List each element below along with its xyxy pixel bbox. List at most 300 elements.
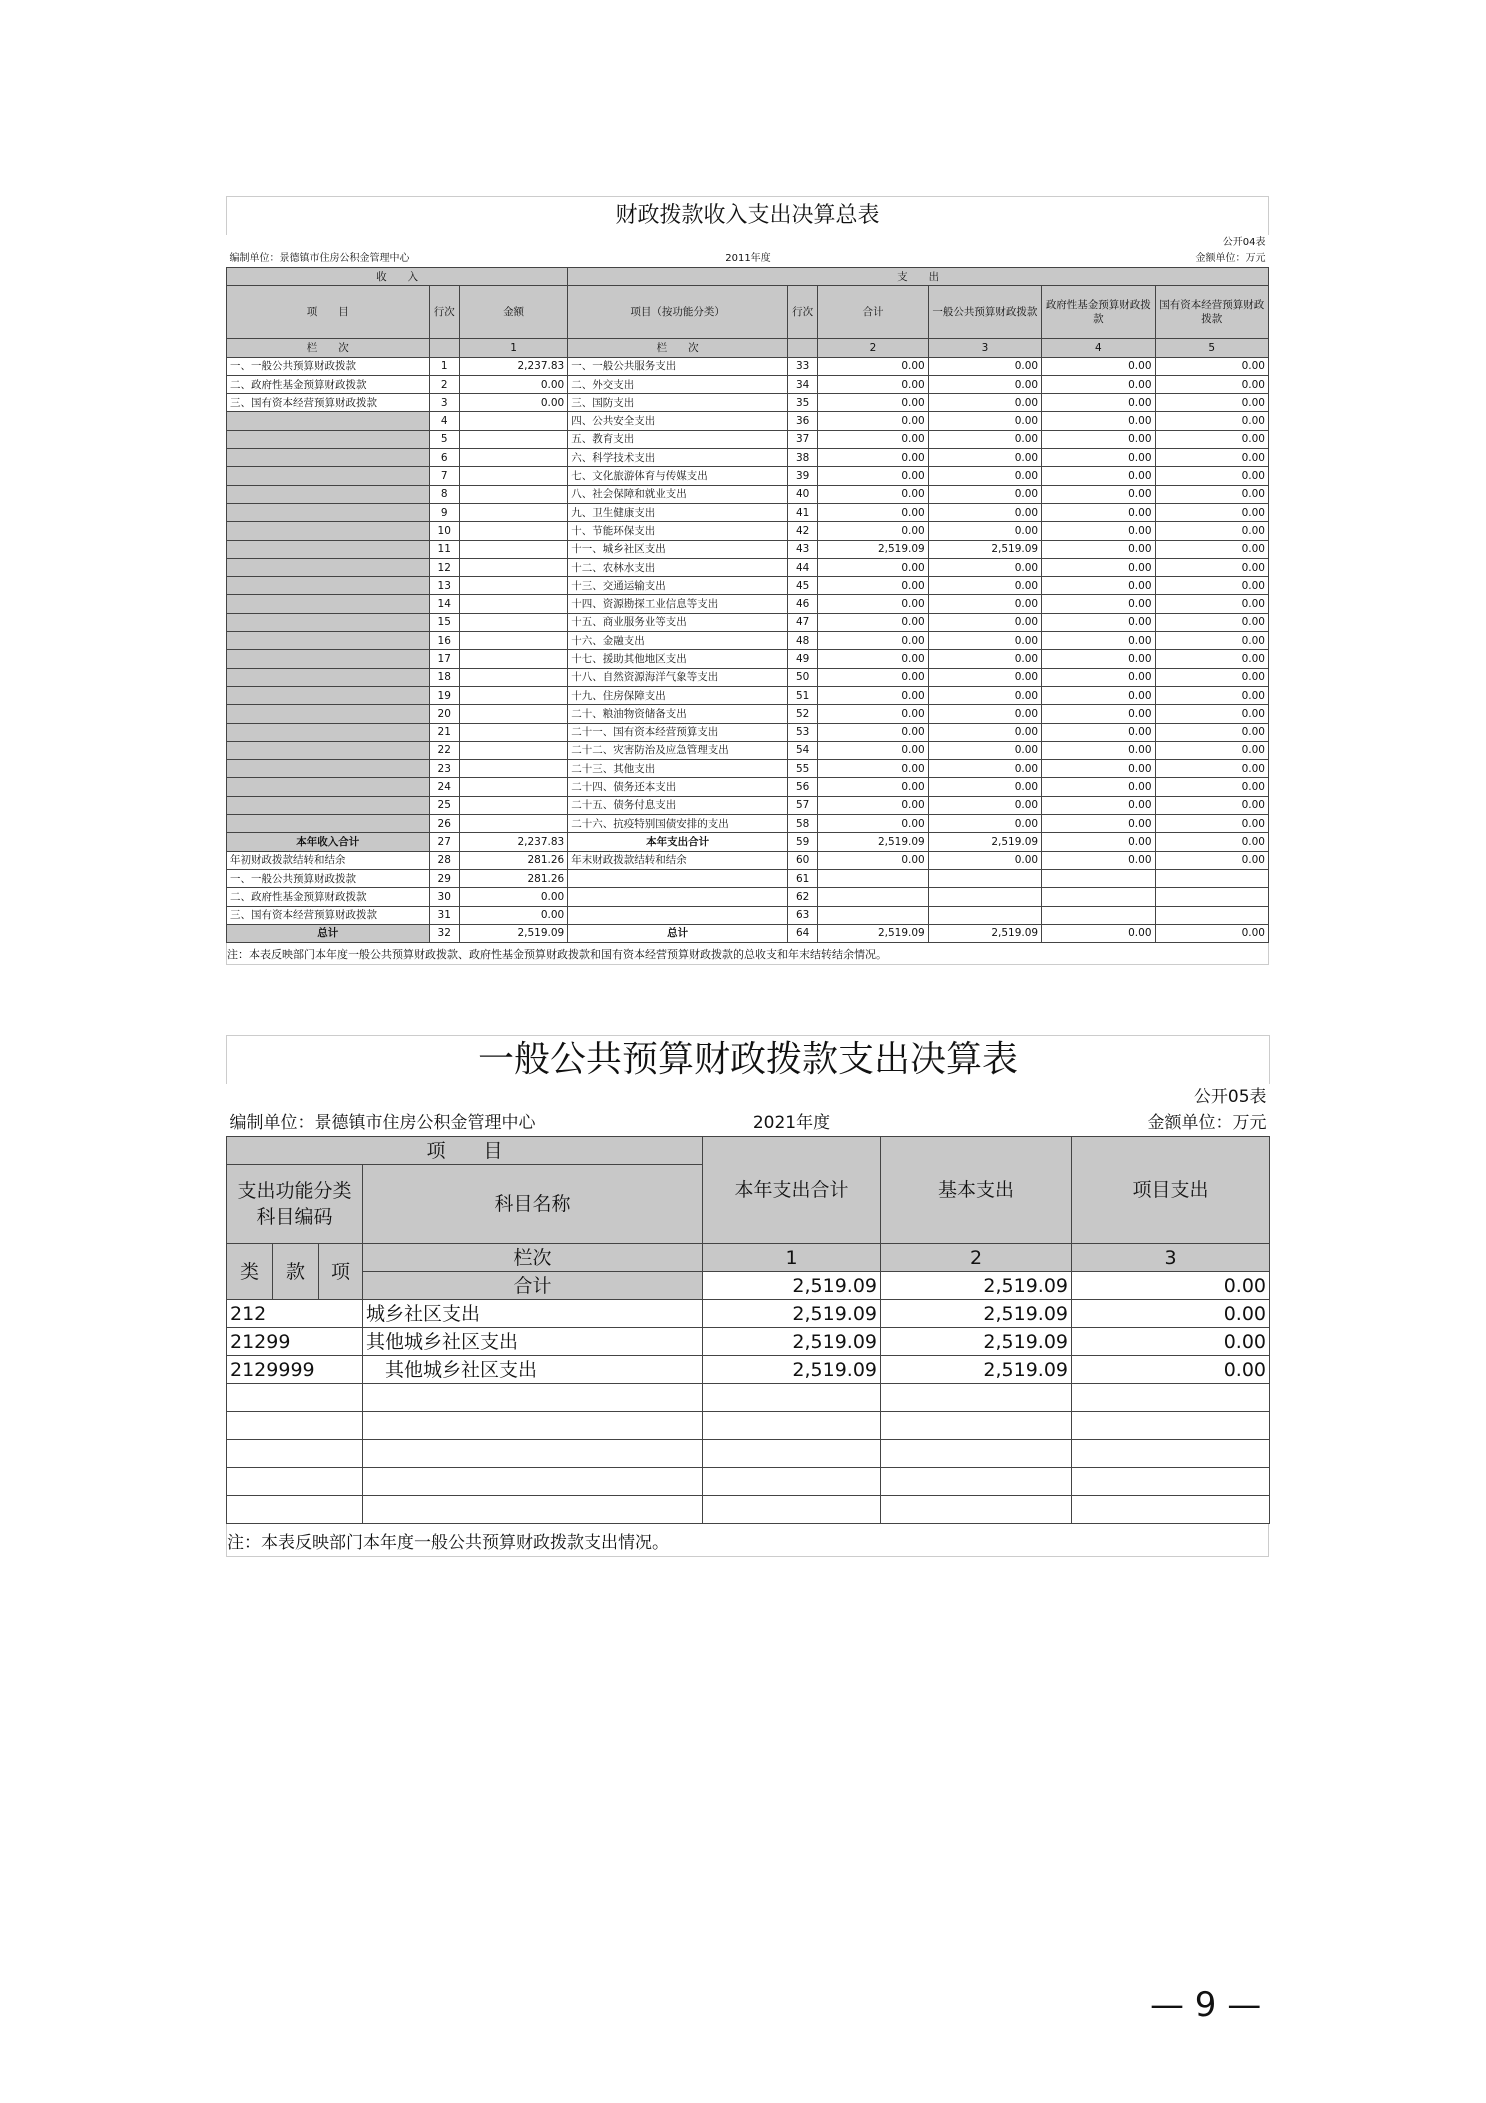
expense-value: 0.00 bbox=[1155, 467, 1268, 485]
expense-value: 0.00 bbox=[1042, 796, 1155, 814]
expense-row-no: 35 bbox=[787, 394, 817, 412]
expense-value: 0.00 bbox=[928, 449, 1041, 467]
heji-project: 0.00 bbox=[1072, 1272, 1270, 1300]
expense-item: 十五、商业服务业等支出 bbox=[568, 613, 788, 631]
col-basic: 基本支出 bbox=[881, 1137, 1072, 1244]
expense-item: 七、文化旅游体育与传媒支出 bbox=[568, 467, 788, 485]
income-amount bbox=[459, 815, 567, 833]
expense-value: 2,519.09 bbox=[818, 540, 928, 558]
table-row bbox=[227, 1356, 1270, 1384]
income-row-no: 7 bbox=[429, 467, 459, 485]
expense-item bbox=[568, 869, 788, 887]
expense-row-no: 54 bbox=[787, 741, 817, 759]
expense-value bbox=[1042, 888, 1155, 906]
income-item bbox=[227, 778, 430, 796]
amount-value: 2,519.09 bbox=[703, 1356, 881, 1384]
expense-value: 2,519.09 bbox=[818, 924, 928, 942]
expense-value: 0.00 bbox=[1155, 522, 1268, 540]
income-row-no: 17 bbox=[429, 650, 459, 668]
expense-value: 0.00 bbox=[928, 522, 1041, 540]
income-amount bbox=[459, 613, 567, 631]
expense-value: 2,519.09 bbox=[928, 924, 1041, 942]
income-row-no: 30 bbox=[429, 888, 459, 906]
money-unit: 金额单位：万元 bbox=[1195, 253, 1266, 264]
expense-value: 0.00 bbox=[1042, 449, 1155, 467]
expense-value: 0.00 bbox=[1042, 686, 1155, 704]
expense-value: 0.00 bbox=[1042, 503, 1155, 521]
expense-value bbox=[1155, 888, 1268, 906]
expense-row-no: 49 bbox=[787, 650, 817, 668]
expense-value: 0.00 bbox=[1042, 467, 1155, 485]
table-row bbox=[227, 650, 1269, 668]
expense-value: 0.00 bbox=[928, 796, 1041, 814]
expense-value: 0.00 bbox=[1155, 851, 1268, 869]
expense-value: 0.00 bbox=[818, 851, 928, 869]
income-item: 二、政府性基金预算财政拨款 bbox=[227, 888, 430, 906]
expense-value: 0.00 bbox=[1155, 412, 1268, 430]
expense-value: 0.00 bbox=[818, 760, 928, 778]
table-row bbox=[227, 595, 1269, 613]
col-func-code: 支出功能分类科目编码 bbox=[227, 1165, 363, 1244]
expense-value: 0.00 bbox=[1155, 668, 1268, 686]
subject-name: 其他城乡社区支出 bbox=[363, 1356, 703, 1384]
expense-row-no: 42 bbox=[787, 522, 817, 540]
income-item bbox=[227, 705, 430, 723]
table-row bbox=[227, 613, 1269, 631]
expense-row-no: 53 bbox=[787, 723, 817, 741]
expense-row-no: 33 bbox=[787, 357, 817, 375]
expense-value: 0.00 bbox=[818, 503, 928, 521]
income-amount bbox=[459, 796, 567, 814]
expense-item bbox=[568, 888, 788, 906]
income-row-no: 20 bbox=[429, 705, 459, 723]
expense-value: 0.00 bbox=[928, 412, 1041, 430]
expense-value: 0.00 bbox=[1155, 705, 1268, 723]
table-row bbox=[227, 760, 1269, 778]
subject-code: 212 bbox=[227, 1300, 363, 1328]
expense-value: 0.00 bbox=[1042, 851, 1155, 869]
col-state-cap: 国有资本经营预算财政拨款 bbox=[1155, 286, 1268, 339]
lanci-label: 栏次 bbox=[363, 1244, 703, 1272]
income-amount: 281.26 bbox=[459, 869, 567, 887]
income-row-no: 26 bbox=[429, 815, 459, 833]
expense-row-no: 37 bbox=[787, 430, 817, 448]
income-amount bbox=[459, 412, 567, 430]
income-row-no: 18 bbox=[429, 668, 459, 686]
lanci-num: 3 bbox=[1072, 1244, 1270, 1272]
expense-row-no: 44 bbox=[787, 558, 817, 576]
col-item-func: 项目（按功能分类） bbox=[568, 286, 788, 339]
income-amount bbox=[459, 741, 567, 759]
expense-value: 0.00 bbox=[1042, 741, 1155, 759]
expense-value: 0.00 bbox=[928, 760, 1041, 778]
expense-value: 0.00 bbox=[1155, 632, 1268, 650]
income-row-no: 31 bbox=[429, 906, 459, 924]
expense-value bbox=[928, 869, 1041, 887]
expense-value: 0.00 bbox=[1042, 924, 1155, 942]
col-total: 合计 bbox=[818, 286, 928, 339]
income-item bbox=[227, 577, 430, 595]
amount-value: 0.00 bbox=[1072, 1356, 1270, 1384]
income-item bbox=[227, 449, 430, 467]
income-item: 年初财政拨款结转和结余 bbox=[227, 851, 430, 869]
income-row-no: 10 bbox=[429, 522, 459, 540]
expense-value: 0.00 bbox=[1042, 650, 1155, 668]
subject-name: 城乡社区支出 bbox=[363, 1300, 703, 1328]
subject-code: 21299 bbox=[227, 1328, 363, 1356]
col-item: 项 目 bbox=[227, 286, 430, 339]
income-row-no: 5 bbox=[429, 430, 459, 448]
expense-item: 四、公共安全支出 bbox=[568, 412, 788, 430]
expense-value: 0.00 bbox=[1042, 668, 1155, 686]
expense-item: 十二、农林水支出 bbox=[568, 558, 788, 576]
income-row-no: 24 bbox=[429, 778, 459, 796]
expense-value: 0.00 bbox=[928, 467, 1041, 485]
expense-row-no: 55 bbox=[787, 760, 817, 778]
income-item bbox=[227, 796, 430, 814]
income-row-no: 28 bbox=[429, 851, 459, 869]
lanci-num: 1 bbox=[703, 1244, 881, 1272]
income-item: 总计 bbox=[227, 924, 430, 942]
expense-row-no: 57 bbox=[787, 796, 817, 814]
expense-value: 0.00 bbox=[1155, 577, 1268, 595]
table-row bbox=[227, 540, 1269, 558]
subject-code: 2129999 bbox=[227, 1356, 363, 1384]
expense-row-no: 61 bbox=[787, 869, 817, 887]
empty-row bbox=[227, 1496, 1270, 1524]
expense-value: 0.00 bbox=[818, 577, 928, 595]
income-row-no: 8 bbox=[429, 485, 459, 503]
expense-row-no: 36 bbox=[787, 412, 817, 430]
income-item bbox=[227, 650, 430, 668]
income-row-no: 21 bbox=[429, 723, 459, 741]
expense-item: 二十四、债务还本支出 bbox=[568, 778, 788, 796]
col-xiang: 项 bbox=[319, 1244, 363, 1300]
expense-value: 0.00 bbox=[928, 394, 1041, 412]
empty-row bbox=[227, 1384, 1270, 1412]
expense-item: 二十一、国有资本经营预算支出 bbox=[568, 723, 788, 741]
income-item: 三、国有资本经营预算财政拨款 bbox=[227, 394, 430, 412]
col-amount: 金额 bbox=[459, 286, 567, 339]
col-general: 一般公共预算财政拨款 bbox=[928, 286, 1041, 339]
table-row bbox=[227, 888, 1269, 906]
expense-value: 0.00 bbox=[928, 357, 1041, 375]
fiscal-summary-table bbox=[226, 196, 1269, 943]
income-amount bbox=[459, 522, 567, 540]
expense-row-no: 59 bbox=[787, 833, 817, 851]
expense-value: 0.00 bbox=[1155, 778, 1268, 796]
unit-label: 编制单位：景德镇市住房公积金管理中心 bbox=[229, 253, 410, 264]
expense-value: 0.00 bbox=[928, 595, 1041, 613]
expense-row-no: 43 bbox=[787, 540, 817, 558]
general-budget-table-section bbox=[226, 1035, 1269, 1557]
expense-value: 0.00 bbox=[818, 815, 928, 833]
income-row-no: 29 bbox=[429, 869, 459, 887]
income-item bbox=[227, 723, 430, 741]
expense-value: 0.00 bbox=[818, 778, 928, 796]
expense-item: 八、社会保障和就业支出 bbox=[568, 485, 788, 503]
income-amount bbox=[459, 540, 567, 558]
expense-row-no: 51 bbox=[787, 686, 817, 704]
expense-row-no: 46 bbox=[787, 595, 817, 613]
expense-value: 0.00 bbox=[818, 796, 928, 814]
income-amount: 0.00 bbox=[459, 888, 567, 906]
expense-value bbox=[818, 906, 928, 924]
expense-value: 0.00 bbox=[1042, 540, 1155, 558]
expense-value: 0.00 bbox=[1042, 485, 1155, 503]
col-gov-fund: 政府性基金预算财政拨款 bbox=[1042, 286, 1155, 339]
lanci-num: 2 bbox=[818, 339, 928, 357]
table-row bbox=[227, 558, 1269, 576]
table-code: 公开04表 bbox=[1222, 237, 1266, 248]
income-amount bbox=[459, 668, 567, 686]
expense-item: 二、外交支出 bbox=[568, 375, 788, 393]
expense-item: 十七、援助其他地区支出 bbox=[568, 650, 788, 668]
table-row bbox=[227, 705, 1269, 723]
income-row-no: 2 bbox=[429, 375, 459, 393]
table-note: 注：本表反映部门本年度一般公共预算财政拨款支出情况。 bbox=[226, 1524, 1269, 1557]
expense-item: 二十二、灾害防治及应急管理支出 bbox=[568, 741, 788, 759]
expense-value bbox=[1155, 906, 1268, 924]
income-item bbox=[227, 522, 430, 540]
expense-value: 0.00 bbox=[818, 595, 928, 613]
expense-item: 总计 bbox=[568, 924, 788, 942]
expense-value: 0.00 bbox=[818, 632, 928, 650]
expense-value: 2,519.09 bbox=[818, 833, 928, 851]
expense-value: 0.00 bbox=[928, 613, 1041, 631]
expense-row-no: 48 bbox=[787, 632, 817, 650]
expense-value: 0.00 bbox=[818, 357, 928, 375]
expense-value: 0.00 bbox=[1155, 485, 1268, 503]
expense-value: 0.00 bbox=[1042, 412, 1155, 430]
expense-value: 0.00 bbox=[1042, 558, 1155, 576]
expense-row-no: 63 bbox=[787, 906, 817, 924]
expense-value: 0.00 bbox=[1155, 723, 1268, 741]
income-item bbox=[227, 503, 430, 521]
income-item bbox=[227, 741, 430, 759]
expense-value: 0.00 bbox=[1155, 503, 1268, 521]
expense-value: 0.00 bbox=[1155, 924, 1268, 942]
expense-row-no: 56 bbox=[787, 778, 817, 796]
income-amount bbox=[459, 723, 567, 741]
income-amount bbox=[459, 650, 567, 668]
income-row-no: 25 bbox=[429, 796, 459, 814]
amount-value: 2,519.09 bbox=[881, 1300, 1072, 1328]
table-code: 公开05表 bbox=[1193, 1087, 1267, 1107]
lanci-label: 栏 次 bbox=[227, 339, 430, 357]
expense-row-no: 60 bbox=[787, 851, 817, 869]
expense-value: 0.00 bbox=[1155, 595, 1268, 613]
income-amount bbox=[459, 485, 567, 503]
expense-row-no: 58 bbox=[787, 815, 817, 833]
income-item bbox=[227, 540, 430, 558]
table-row bbox=[227, 723, 1269, 741]
amount-value: 0.00 bbox=[1072, 1328, 1270, 1356]
fiscal-summary-rows bbox=[227, 357, 1269, 943]
income-amount: 0.00 bbox=[459, 394, 567, 412]
table-row bbox=[227, 668, 1269, 686]
table-row bbox=[227, 522, 1269, 540]
expense-value: 2,519.09 bbox=[928, 833, 1041, 851]
expense-value: 0.00 bbox=[1155, 613, 1268, 631]
income-row-no: 22 bbox=[429, 741, 459, 759]
expense-value: 0.00 bbox=[1042, 723, 1155, 741]
table-row bbox=[227, 686, 1269, 704]
expense-value: 0.00 bbox=[1042, 613, 1155, 631]
expense-value: 0.00 bbox=[1155, 686, 1268, 704]
income-amount bbox=[459, 705, 567, 723]
page-number: — 9 — bbox=[1150, 1985, 1262, 2025]
expense-value: 0.00 bbox=[1155, 449, 1268, 467]
expense-value: 0.00 bbox=[1042, 595, 1155, 613]
income-amount bbox=[459, 632, 567, 650]
expense-item: 一、一般公共服务支出 bbox=[568, 357, 788, 375]
income-row-no: 27 bbox=[429, 833, 459, 851]
expense-row-no: 40 bbox=[787, 485, 817, 503]
expense-item: 五、教育支出 bbox=[568, 430, 788, 448]
fiscal-summary-table-section bbox=[226, 196, 1269, 965]
expense-value: 0.00 bbox=[928, 686, 1041, 704]
expense-value: 0.00 bbox=[1155, 815, 1268, 833]
expense-value: 0.00 bbox=[928, 851, 1041, 869]
expense-value: 0.00 bbox=[928, 723, 1041, 741]
expense-value: 0.00 bbox=[928, 485, 1041, 503]
income-amount bbox=[459, 760, 567, 778]
empty-row bbox=[227, 1440, 1270, 1468]
income-amount: 2,237.83 bbox=[459, 357, 567, 375]
amount-value: 2,519.09 bbox=[703, 1328, 881, 1356]
income-amount bbox=[459, 503, 567, 521]
income-row-no: 6 bbox=[429, 449, 459, 467]
income-amount bbox=[459, 558, 567, 576]
expense-item: 十九、住房保障支出 bbox=[568, 686, 788, 704]
income-header: 收 入 bbox=[227, 268, 568, 286]
expense-value: 0.00 bbox=[1042, 705, 1155, 723]
income-row-no: 14 bbox=[429, 595, 459, 613]
expense-value bbox=[928, 906, 1041, 924]
expense-value bbox=[818, 888, 928, 906]
expense-item: 十三、交通运输支出 bbox=[568, 577, 788, 595]
lanci-num: 1 bbox=[459, 339, 567, 357]
expense-value: 0.00 bbox=[1042, 778, 1155, 796]
expense-item bbox=[568, 906, 788, 924]
heji-total: 2,519.09 bbox=[703, 1272, 881, 1300]
year-label: 2021年度 bbox=[752, 1113, 831, 1133]
income-row-no: 4 bbox=[429, 412, 459, 430]
table-row bbox=[227, 924, 1269, 942]
expense-value: 0.00 bbox=[818, 467, 928, 485]
income-row-no: 12 bbox=[429, 558, 459, 576]
expense-item: 二十、粮油物资储备支出 bbox=[568, 705, 788, 723]
general-budget-table bbox=[226, 1035, 1270, 1524]
subject-name: 其他城乡社区支出 bbox=[363, 1328, 703, 1356]
income-row-no: 13 bbox=[429, 577, 459, 595]
col-kuan: 款 bbox=[273, 1244, 319, 1300]
income-amount bbox=[459, 449, 567, 467]
table-row bbox=[227, 485, 1269, 503]
lanci-num: 5 bbox=[1155, 339, 1268, 357]
table-row bbox=[227, 467, 1269, 485]
income-row-no: 15 bbox=[429, 613, 459, 631]
expense-value bbox=[1155, 869, 1268, 887]
expense-item: 二十六、抗疫特别国债安排的支出 bbox=[568, 815, 788, 833]
income-item: 一、一般公共预算财政拨款 bbox=[227, 357, 430, 375]
expense-item: 年末财政拨款结转和结余 bbox=[568, 851, 788, 869]
year-label: 2011年度 bbox=[725, 253, 771, 264]
expense-row-no: 62 bbox=[787, 888, 817, 906]
expense-value: 0.00 bbox=[818, 705, 928, 723]
amount-value: 2,519.09 bbox=[703, 1300, 881, 1328]
table-row bbox=[227, 833, 1269, 851]
expense-item: 十六、金融支出 bbox=[568, 632, 788, 650]
heji-label: 合计 bbox=[363, 1272, 703, 1300]
expense-row-no: 45 bbox=[787, 577, 817, 595]
expense-value: 0.00 bbox=[818, 485, 928, 503]
income-item bbox=[227, 632, 430, 650]
income-amount bbox=[459, 430, 567, 448]
table-row bbox=[227, 503, 1269, 521]
expense-row-no: 39 bbox=[787, 467, 817, 485]
expense-item: 十四、资源勘探工业信息等支出 bbox=[568, 595, 788, 613]
income-amount: 0.00 bbox=[459, 375, 567, 393]
expense-item: 三、国防支出 bbox=[568, 394, 788, 412]
unit-label: 编制单位：景德镇市住房公积金管理中心 bbox=[229, 1113, 536, 1133]
table-row bbox=[227, 778, 1269, 796]
income-item bbox=[227, 686, 430, 704]
lanci-num: 3 bbox=[928, 339, 1041, 357]
expense-value: 0.00 bbox=[818, 449, 928, 467]
table-note: 注：本表反映部门本年度一般公共预算财政拨款、政府性基金预算财政拨款和国有资本经营预算财政拨款的总收支和年末结转结余情况。 bbox=[226, 943, 1269, 965]
expense-value: 0.00 bbox=[928, 375, 1041, 393]
expense-value: 0.00 bbox=[1155, 833, 1268, 851]
table-row bbox=[227, 394, 1269, 412]
table-row bbox=[227, 577, 1269, 595]
expense-value: 0.00 bbox=[1155, 394, 1268, 412]
expense-value: 0.00 bbox=[818, 741, 928, 759]
income-row-no: 23 bbox=[429, 760, 459, 778]
expense-value: 0.00 bbox=[1042, 577, 1155, 595]
income-amount: 0.00 bbox=[459, 906, 567, 924]
table-row bbox=[227, 632, 1269, 650]
expense-value: 0.00 bbox=[1155, 558, 1268, 576]
col-lei: 类 bbox=[227, 1244, 273, 1300]
expense-row-no: 52 bbox=[787, 705, 817, 723]
expense-value: 0.00 bbox=[1155, 357, 1268, 375]
income-item bbox=[227, 815, 430, 833]
table-row bbox=[227, 449, 1269, 467]
income-item bbox=[227, 430, 430, 448]
expense-value: 0.00 bbox=[1155, 741, 1268, 759]
expense-value: 0.00 bbox=[928, 650, 1041, 668]
expense-value: 2,519.09 bbox=[928, 540, 1041, 558]
income-row-no: 3 bbox=[429, 394, 459, 412]
col-item: 项 目 bbox=[227, 1137, 703, 1165]
expense-value: 0.00 bbox=[818, 668, 928, 686]
heji-basic: 2,519.09 bbox=[881, 1272, 1072, 1300]
expense-item: 十八、自然资源海洋气象等支出 bbox=[568, 668, 788, 686]
income-row-no: 1 bbox=[429, 357, 459, 375]
empty-row bbox=[227, 1468, 1270, 1496]
income-item bbox=[227, 668, 430, 686]
income-amount: 2,237.83 bbox=[459, 833, 567, 851]
table-row bbox=[227, 1328, 1270, 1356]
lanci-label: 栏 次 bbox=[568, 339, 788, 357]
empty-row bbox=[227, 1412, 1270, 1440]
income-amount: 281.26 bbox=[459, 851, 567, 869]
expense-value: 0.00 bbox=[818, 686, 928, 704]
table-title: 一般公共预算财政拨款支出决算表 bbox=[227, 1036, 1270, 1085]
amount-value: 2,519.09 bbox=[881, 1328, 1072, 1356]
